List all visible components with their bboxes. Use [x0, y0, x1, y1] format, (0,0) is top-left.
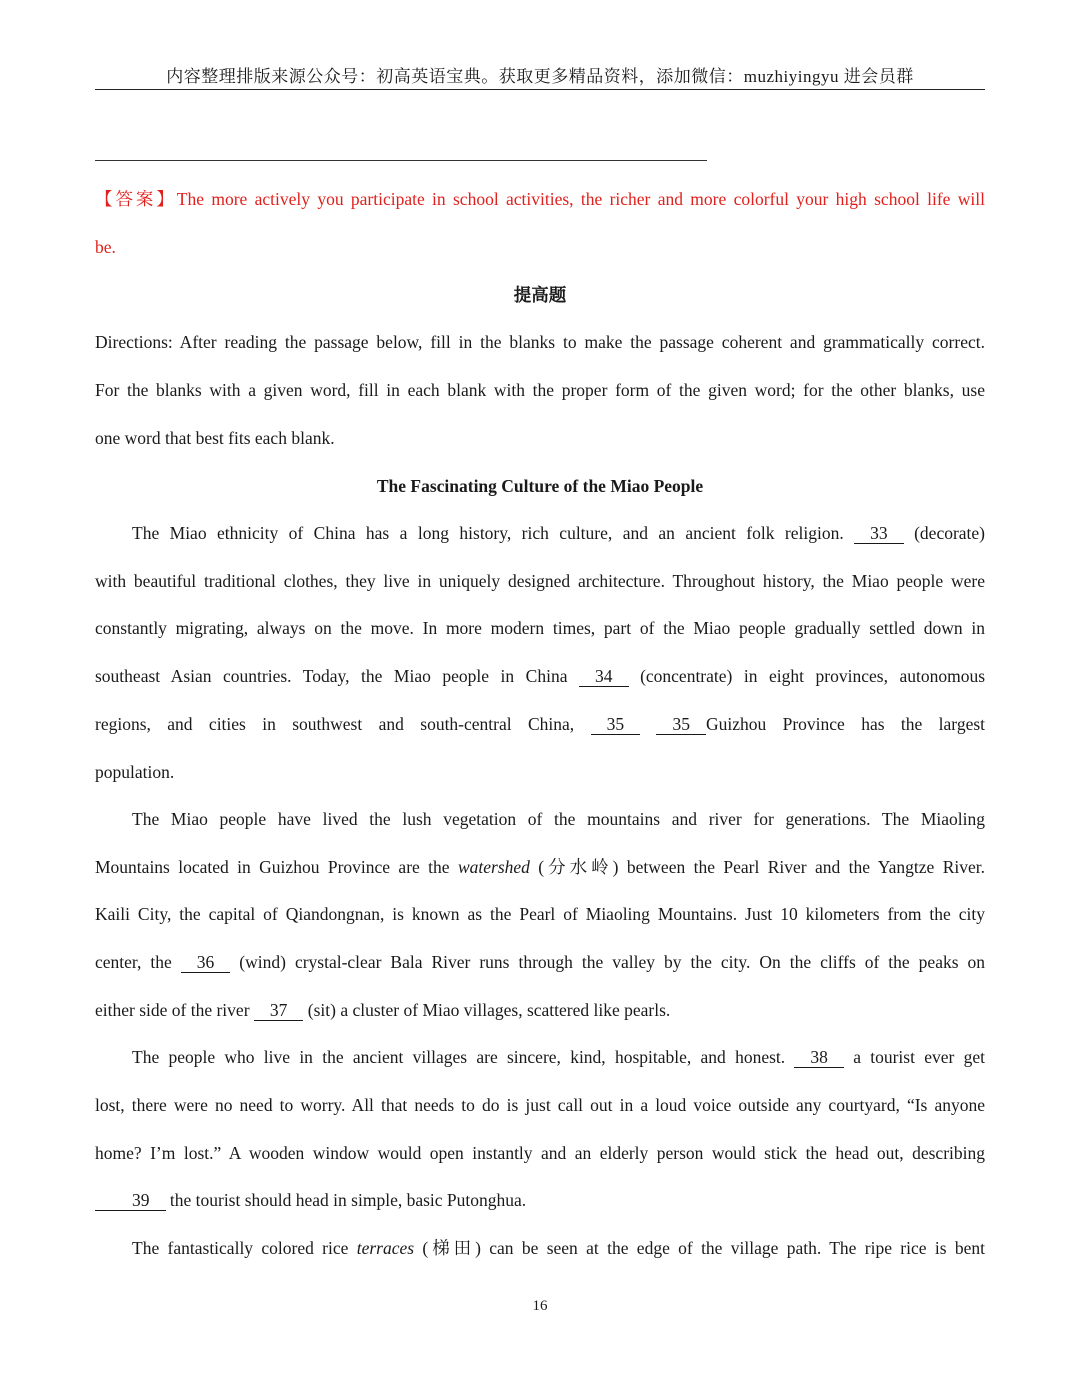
p3-line-1: The people who live in the ancient villages are sincere, kind, hospitable, and honest. 38 a tourist ever get	[132, 1047, 986, 1067]
blank-39[interactable]: 39	[95, 1190, 166, 1211]
directions-line-3: one word that best fits each blank.	[95, 428, 335, 448]
p2-line-4: center, the 36 (wind) crystal-clear Bala River runs through the valley by the city. On the cliffs of the peaks on	[95, 952, 986, 972]
p2-line-1: The Miao people have lived the lush vegetation of the mountains and river for generations. The Miaoling	[132, 809, 985, 829]
passage-title: The Fascinating Culture of the Miao People	[376, 476, 704, 496]
p2-line-5: either side of the river 37 (sit) a cluster of Miao villages, scattered like pearls.	[95, 1000, 671, 1020]
blank-34[interactable]: 34	[579, 666, 629, 687]
blank-38[interactable]: 38	[794, 1047, 844, 1068]
section-title: 提高题	[513, 285, 567, 305]
p2-line-3: Kaili City, the capital of Qiandongnan, is known as the Pearl of Miaoling Mountains. Just 10 kilometers from the city	[95, 904, 985, 924]
answer-line-1: The more actively you participate in school activities, the richer and more colorful your high school life will	[176, 189, 985, 209]
header-rule	[95, 89, 985, 90]
answer-line-2: be.	[95, 237, 116, 257]
p3-line-2: lost, there were no need to worry. All that needs to do is just call out in a loud voice outside any courtyard, “Is anyone	[95, 1095, 985, 1115]
p3-line-3: home? I’m lost.” A wooden window would open instantly and an elderly person would stick the head out, describing	[95, 1143, 985, 1163]
answer-line	[95, 160, 707, 161]
answer-text	[95, 188, 985, 210]
blank-35b[interactable]: 35	[656, 714, 706, 735]
p1-line-3: constantly migrating, always on the move. In more modern times, part of the Miao people gradually settled down in	[95, 618, 985, 638]
directions-line-1: Directions: After reading the passage below, fill in the blanks to make the passage coherent and grammatically correct.	[95, 332, 985, 352]
blank-35a[interactable]: 35	[591, 714, 641, 735]
p1-line-6: population.	[95, 762, 175, 782]
page-header: 内容整理排版来源公众号：初高英语宝典。获取更多精品资料，添加微信：muzhiyingyu 进会员群	[166, 67, 914, 86]
p2-line-2: Mountains located in Guizhou Province are the watershed (分水岭) between the Pearl River and the Yangtze River.	[95, 857, 985, 877]
p3-line-4: 39 the tourist should head in simple, basic Putonghua.	[95, 1189, 985, 1211]
p1-line-5: regions, and cities in southwest and south-central China, 35 35 Guizhou Province has the largest	[95, 714, 986, 734]
p1-line-2: with beautiful traditional clothes, they live in uniquely designed architecture. Throughout history, the Miao people were	[95, 571, 985, 591]
p1-line-4: southeast Asian countries. Today, the Miao people in China 34 (concentrate) in eight provinces, autonomous	[95, 666, 986, 686]
blank-36[interactable]: 36	[181, 952, 231, 973]
page-number: 16	[532, 1298, 548, 1314]
p1-line-1: The Miao ethnicity of China has a long history, rich culture, and an ancient folk religion. 33 (decorate)	[132, 523, 986, 543]
answer-tag: 【答案】	[95, 189, 177, 209]
blank-33[interactable]: 33	[854, 523, 904, 544]
p4-line-1: The fantastically colored rice terraces (梯田) can be seen at the edge of the village path. The ripe rice is bent	[132, 1238, 985, 1258]
blank-37[interactable]: 37	[254, 1000, 304, 1021]
directions-line-2: For the blanks with a given word, fill in each blank with the proper form of the given word; for the other blanks, use	[95, 380, 985, 400]
